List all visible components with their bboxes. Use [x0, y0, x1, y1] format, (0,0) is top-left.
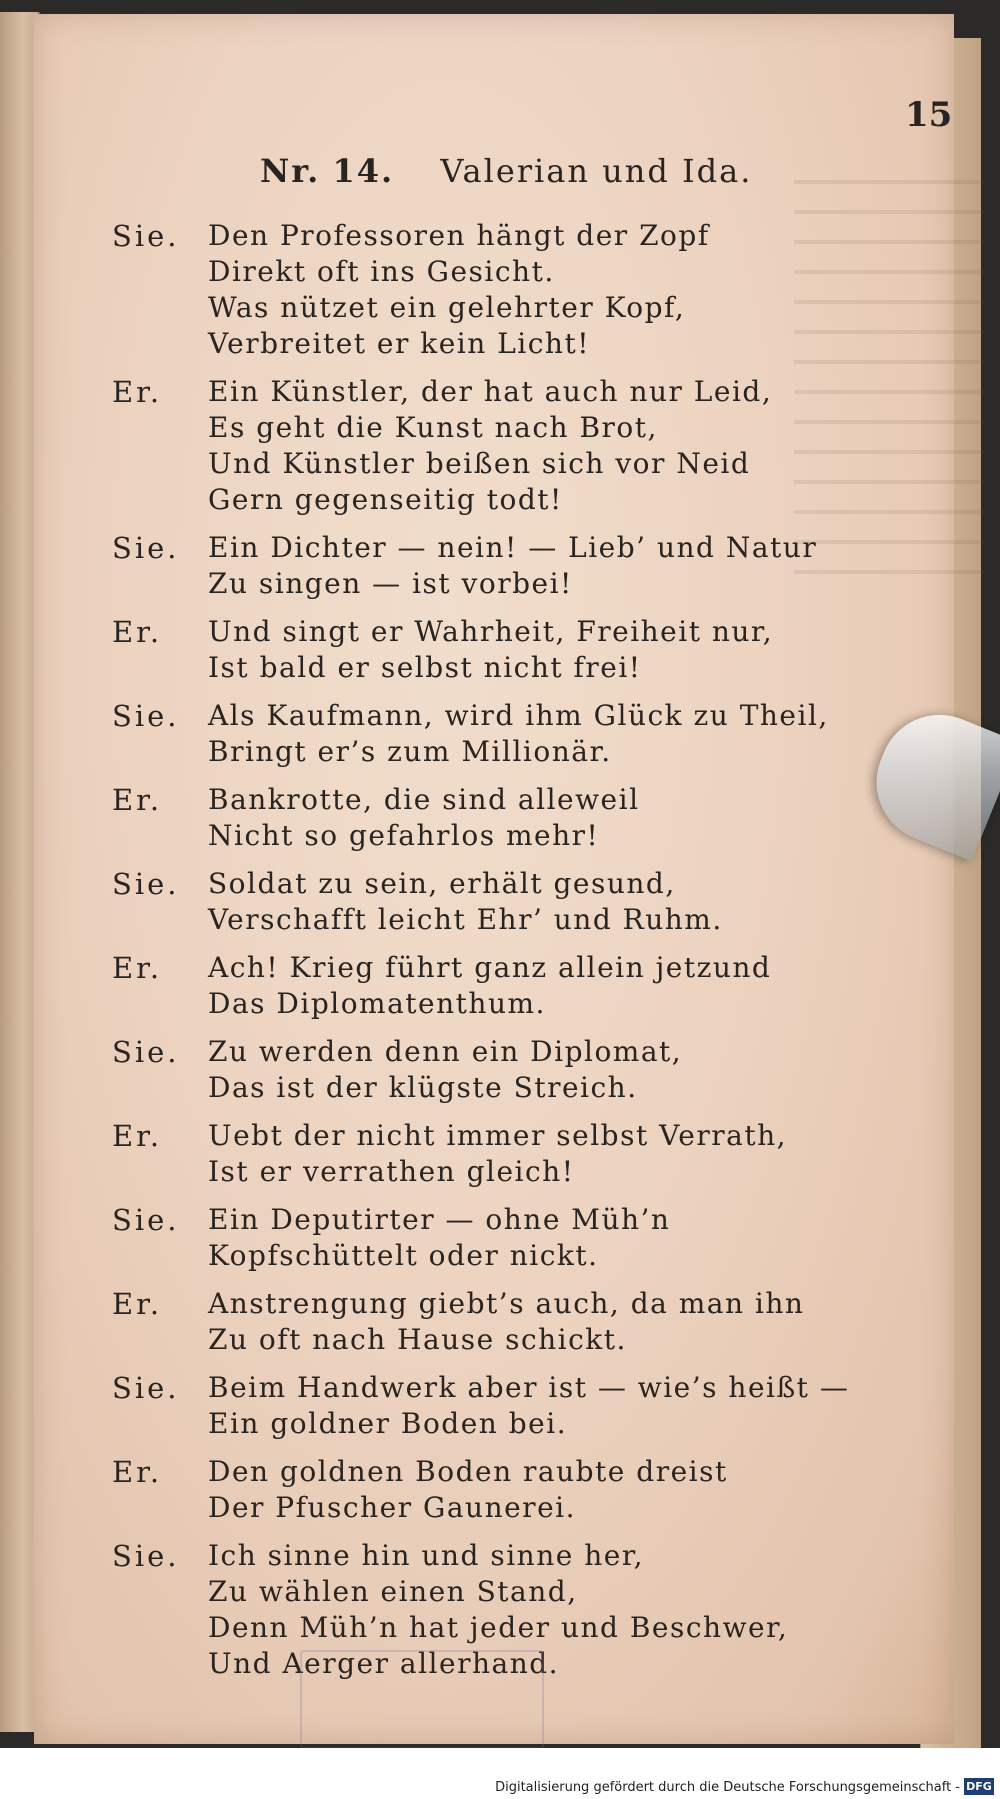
verse-line: Es geht die Kunst nach Brot,	[208, 411, 658, 444]
heading-number: 14.	[332, 152, 395, 190]
stanza	[112, 1370, 912, 1442]
speaker-label: Sie.	[112, 531, 180, 565]
stanza-lines	[208, 614, 912, 686]
verse-line: Ist er verrathen gleich!	[208, 1155, 575, 1188]
verse-line: Und Aerger allerhand.	[208, 1647, 560, 1680]
heading-prefix: Nr.	[260, 152, 321, 190]
stanza-lines	[208, 374, 912, 518]
speaker-label: Sie.	[112, 1539, 180, 1573]
verse-line: Ein Dichter — nein! — Lieb’ und Natur	[208, 531, 818, 564]
speaker-label: Sie.	[112, 1203, 180, 1237]
stanza-lines	[208, 1118, 912, 1190]
stanza	[112, 218, 912, 362]
footer-credit: Digitalisierung gefördert durch die Deutsche Forschungsgemeinschaft -	[495, 1780, 960, 1795]
verse-line: Bringt er’s zum Millionär.	[208, 735, 612, 768]
stanza-lines	[208, 530, 912, 602]
speaker-label: Er.	[112, 1455, 163, 1489]
stanza	[112, 1454, 912, 1526]
verse-line: Ich sinne hin und sinne her,	[208, 1539, 645, 1572]
stanza	[112, 1286, 912, 1358]
stanza	[112, 614, 912, 686]
stanza	[112, 1034, 912, 1106]
page-number: 15	[905, 95, 953, 135]
stanza	[112, 950, 912, 1022]
verse-line: Verbreitet er kein Licht!	[208, 327, 590, 360]
stanza-lines	[208, 1370, 912, 1442]
stanza-lines	[208, 1202, 912, 1274]
verse-line: Kopfschüttelt oder nickt.	[208, 1239, 599, 1272]
verse-line: Direkt oft ins Gesicht.	[208, 255, 555, 288]
verse-line: Uebt der nicht immer selbst Verrath,	[208, 1119, 787, 1152]
speaker-label: Er.	[112, 1119, 163, 1153]
stanza-lines	[208, 698, 912, 770]
stanza	[112, 374, 912, 518]
stanza	[112, 1202, 912, 1274]
stanza	[112, 698, 912, 770]
verse-line: Beim Handwerk aber ist — wie’s heißt —	[208, 1371, 850, 1404]
verse-line: Als Kaufmann, wird ihm Glück zu Theil,	[208, 699, 829, 732]
stanza-lines	[208, 866, 912, 938]
verse-line: Was nützet ein gelehrter Kopf,	[208, 291, 686, 324]
verse-line: Gern gegenseitig todt!	[208, 483, 563, 516]
verse-line: Zu singen — ist vorbei!	[208, 567, 573, 600]
speaker-label: Sie.	[112, 699, 180, 733]
verse-line: Nicht so gefahrlos mehr!	[208, 819, 600, 852]
speaker-label: Er.	[112, 615, 163, 649]
speaker-label: Er.	[112, 1287, 163, 1321]
stanza	[112, 530, 912, 602]
verse-line: Verschafft leicht Ehr’ und Ruhm.	[208, 903, 723, 936]
stanza	[112, 866, 912, 938]
speaker-label: Sie.	[112, 1371, 180, 1405]
speaker-label: Er.	[112, 375, 163, 409]
song-heading	[260, 152, 800, 190]
verse-line: Zu wählen einen Stand,	[208, 1575, 578, 1608]
verse-line: Und Künstler beißen sich vor Neid	[208, 447, 751, 480]
stanza	[112, 782, 912, 854]
verse-line: Das Diplomatenthum.	[208, 987, 546, 1020]
stanza-lines	[208, 218, 912, 362]
verse-line: Den goldnen Boden raubte dreist	[208, 1455, 728, 1488]
verse-line: Denn Müh’n hat jeder und Beschwer,	[208, 1611, 789, 1644]
library-stamp	[300, 1650, 544, 1749]
verse-line: Bankrotte, die sind alleweil	[208, 783, 640, 816]
stanza	[112, 1118, 912, 1190]
verse-line: Zu werden denn ein Diplomat,	[208, 1035, 683, 1068]
verse-line: Soldat zu sein, erhält gesund,	[208, 867, 676, 900]
speaker-label: Sie.	[112, 219, 180, 253]
verse-line: Den Professoren hängt der Zopf	[208, 219, 710, 252]
heading-title: Valerian und Ida.	[440, 152, 753, 190]
dfg-logo: DFG	[964, 1778, 994, 1795]
speaker-label: Er.	[112, 951, 163, 985]
verse-line: Anstrengung giebt’s auch, da man ihn	[208, 1287, 805, 1320]
verse-line: Ach! Krieg führt ganz allein jetzund	[208, 951, 772, 984]
stanza-lines	[208, 950, 912, 1022]
footer-bar	[0, 1748, 1000, 1799]
verse-line: Zu oft nach Hause schickt.	[208, 1323, 627, 1356]
stanza-lines	[208, 1286, 912, 1358]
speaker-label: Er.	[112, 783, 163, 817]
verse-line: Ist bald er selbst nicht frei!	[208, 651, 642, 684]
verse-line: Das ist der klügste Streich.	[208, 1071, 638, 1104]
verse-list	[112, 218, 912, 1694]
verse-line: Und singt er Wahrheit, Freiheit nur,	[208, 615, 774, 648]
stanza-lines	[208, 1454, 912, 1526]
verse-line: Ein Künstler, der hat auch nur Leid,	[208, 375, 773, 408]
speaker-label: Sie.	[112, 1035, 180, 1069]
verse-line: Ein goldner Boden bei.	[208, 1407, 568, 1440]
stanza-lines	[208, 782, 912, 854]
stanza-lines	[208, 1034, 912, 1106]
speaker-label: Sie.	[112, 867, 180, 901]
verse-line: Ein Deputirter — ohne Müh’n	[208, 1203, 671, 1236]
verse-line: Der Pfuscher Gaunerei.	[208, 1491, 576, 1524]
